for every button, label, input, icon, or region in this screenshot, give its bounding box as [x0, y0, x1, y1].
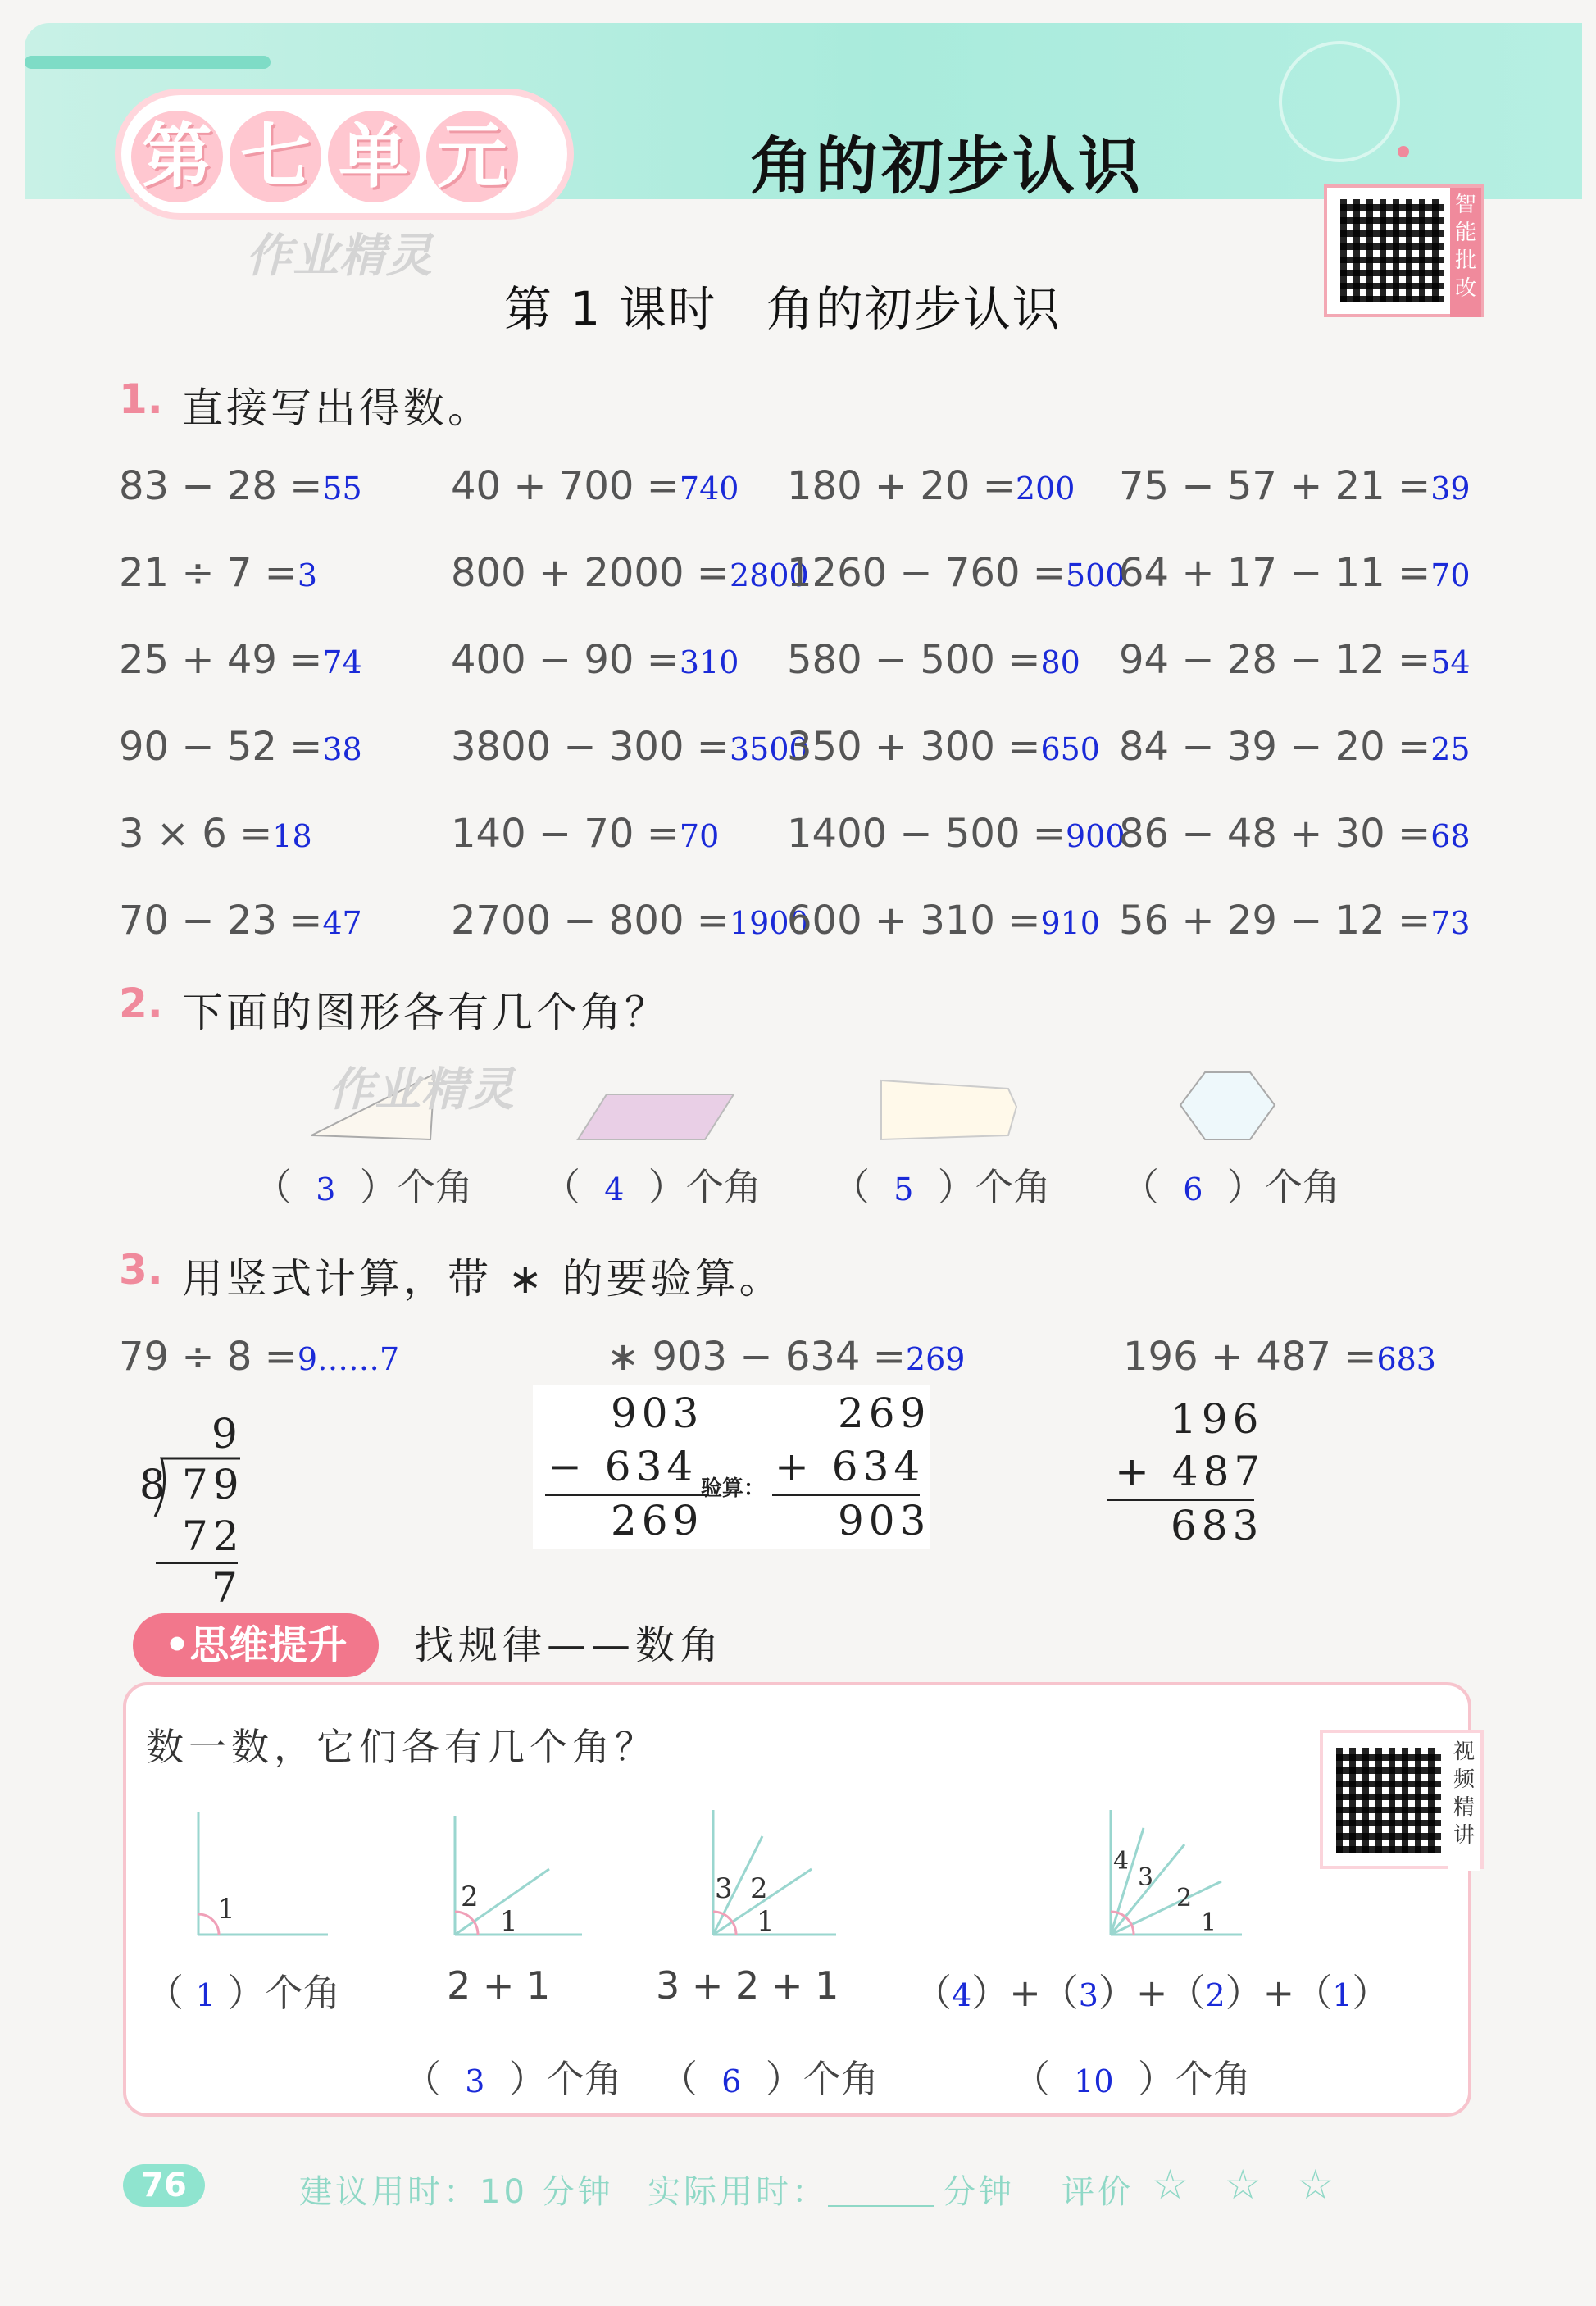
add-result: 683	[1171, 1502, 1264, 1549]
sub-result: 269	[611, 1497, 704, 1544]
footer-suggested: 建议用时：10 分钟	[299, 2173, 614, 2211]
qr-side-label: 智 能 批 改	[1450, 188, 1481, 317]
equation: 40 + 700 =740	[451, 463, 739, 509]
thinking-badge: •思维提升	[133, 1613, 379, 1677]
equation: 90 − 52 =38	[119, 724, 362, 770]
section1-number: 1.	[119, 375, 163, 423]
subtraction-answer: 269	[905, 1341, 966, 1377]
footer-actual: 实际用时：	[648, 2173, 828, 2211]
check-result: 903	[838, 1497, 931, 1544]
angle-figures	[189, 1803, 1287, 1943]
check-mid: + 634	[775, 1443, 925, 1490]
div-subtract: 72	[182, 1512, 244, 1560]
sub-mid: − 634	[548, 1443, 698, 1490]
equation-answer: 200	[1015, 471, 1075, 507]
section2-title: 下面的图形各有几个角？	[182, 989, 669, 1036]
equation: 56 + 29 − 12 =73	[1119, 898, 1471, 944]
equation: 21 ÷ 7 =3	[119, 550, 318, 596]
equation-answer: 73	[1430, 905, 1471, 941]
equation: 64 + 17 − 11 =70	[1119, 550, 1471, 596]
equation: 2700 − 800 =1900	[451, 898, 809, 944]
equation-answer: 650	[1040, 731, 1100, 767]
angle-figure-2	[455, 1816, 582, 1935]
shape-answer: （ 3 ）个角	[254, 1165, 473, 1209]
equation-answer: 55	[322, 471, 362, 507]
add-rule	[1107, 1499, 1254, 1501]
equation-answer: 74	[322, 644, 362, 680]
page-number: 76	[123, 2164, 205, 2207]
video-qr-side-label: 视 频 精 讲	[1448, 1733, 1480, 1871]
add-top: 196	[1171, 1395, 1264, 1443]
f4-label-4: 4	[1113, 1847, 1130, 1876]
section2-number: 2.	[119, 980, 163, 1027]
unit-title: 角的初步认识	[750, 130, 1144, 202]
equation: 180 + 20 =200	[787, 463, 1075, 509]
shape-answer: （ 6 ）个角	[1121, 1165, 1340, 1209]
equation: 400 − 90 =310	[451, 637, 739, 683]
angle-count-answer: （ 10 ）个角	[1012, 2057, 1251, 2101]
division-answer: 9……7	[297, 1341, 400, 1377]
footer-unit: 分钟	[943, 2173, 1015, 2211]
equation: 84 − 39 − 20 =25	[1119, 724, 1471, 770]
sub-top: 903	[611, 1390, 704, 1437]
equation-answer: 80	[1040, 644, 1080, 680]
check-rule	[772, 1494, 920, 1496]
equation-answer: 70	[679, 818, 720, 854]
division-question: 79 ÷ 8 =9……7	[119, 1334, 400, 1380]
f4-label-1: 1	[1201, 1908, 1217, 1937]
f3-label-3: 3	[715, 1872, 733, 1905]
lesson-title: 第 1 课时 角的初步认识	[504, 281, 1062, 337]
equation-answer: 3500	[729, 731, 809, 767]
equation-answer: 25	[1430, 731, 1471, 767]
parallelogram-shape	[578, 1094, 734, 1139]
equation-answer: 38	[322, 731, 362, 767]
equation-answer: 54	[1430, 644, 1471, 680]
f2-label-1: 1	[500, 1905, 518, 1938]
equation-answer: 500	[1065, 557, 1125, 594]
add-mid: + 487	[1115, 1448, 1266, 1495]
qr-code-icon	[1335, 194, 1448, 307]
watermark-middle: 作业精灵	[328, 1063, 515, 1117]
qr-code-frame[interactable]	[1324, 184, 1484, 317]
f2-label-2: 2	[461, 1881, 479, 1913]
equation: 800 + 2000 =2800	[451, 550, 809, 596]
unit-char-3: 单	[328, 111, 420, 202]
unit-char-1: 第	[131, 111, 223, 202]
f3-label-1: 1	[757, 1905, 775, 1938]
equation: 70 − 23 =47	[119, 898, 362, 944]
subtraction-question: ∗ 903 − 634 =269	[607, 1334, 966, 1380]
equation: 1400 − 500 =900	[787, 811, 1125, 857]
equation-answer: 900	[1065, 818, 1125, 854]
check-label: 验算：	[701, 1476, 766, 1501]
equation-answer: 3	[297, 557, 318, 594]
angle-figure-4	[1111, 1810, 1242, 1935]
div-divisor: 8	[139, 1461, 171, 1508]
equation: 94 − 28 − 12 =54	[1119, 637, 1471, 683]
shape-answer: （ 5 ）个角	[832, 1165, 1051, 1209]
div-quotient: 9	[211, 1410, 243, 1458]
equation-answer: 47	[322, 905, 362, 941]
angle-count-answer: （ 6 ）个角	[660, 2057, 879, 2101]
equation: 3800 − 300 =3500	[451, 724, 809, 770]
thinking-prompt: 数一数，它们各有几个角？	[146, 1725, 657, 1769]
f4-label-2: 2	[1176, 1884, 1193, 1913]
think-row1-expr4: （4）+（3）+（2）+（1）	[914, 1971, 1390, 2015]
sub-rule	[545, 1494, 709, 1496]
unit-char-4: 元	[426, 111, 518, 202]
section3-title: 用竖式计算，带 ∗ 的要验算。	[182, 1255, 784, 1303]
equation: 140 − 70 =70	[451, 811, 720, 857]
header-strip	[25, 56, 271, 69]
equation-answer: 18	[272, 818, 312, 854]
equation: 600 + 310 =910	[787, 898, 1100, 944]
equation: 86 − 48 + 30 =68	[1119, 811, 1471, 857]
section3-number: 3.	[119, 1246, 163, 1294]
equation-answer: 910	[1040, 905, 1100, 941]
equation-answer: 68	[1430, 818, 1471, 854]
addition-question: 196 + 487 =683	[1123, 1334, 1436, 1380]
equation: 350 + 300 =650	[787, 724, 1100, 770]
check-top: 269	[838, 1390, 931, 1437]
think-row1-expr3: 3 + 2 + 1	[656, 1963, 839, 2008]
addition-answer: 683	[1376, 1341, 1436, 1377]
thinking-title: 找规律——数角	[414, 1622, 725, 1668]
pentagon-shape	[881, 1080, 1016, 1139]
equation-answer: 310	[679, 644, 739, 680]
equation-answer: 2800	[729, 557, 809, 594]
footer-rating: 评价	[1062, 2173, 1134, 2211]
f4-label-3: 3	[1138, 1863, 1154, 1892]
equation-answer: 70	[1430, 557, 1471, 594]
angle-count-answer: （ 3 ）个角	[403, 2057, 622, 2101]
footer-stars[interactable]: ☆ ☆ ☆	[1152, 2161, 1346, 2208]
think-row1-answer1: （ 1 ）个角	[146, 1971, 341, 2015]
think-row1-expr2: 2 + 1	[447, 1963, 551, 2008]
equation: 580 − 500 =80	[787, 637, 1080, 683]
hexagon-shape	[1180, 1072, 1275, 1139]
f1-label-1: 1	[217, 1893, 235, 1926]
equation: 25 + 49 =74	[119, 637, 362, 683]
header-deco-circle	[1279, 41, 1400, 162]
div-dividend: 79	[182, 1461, 244, 1508]
video-qr-icon	[1331, 1743, 1446, 1858]
section1-title: 直接写出得数。	[182, 384, 492, 432]
shape-answer: （ 4 ）个角	[543, 1165, 762, 1209]
equation-answer: 740	[679, 471, 739, 507]
equation: 3 × 6 =18	[119, 811, 312, 857]
div-remainder: 7	[211, 1564, 243, 1612]
video-qr-frame[interactable]	[1320, 1730, 1484, 1869]
unit-char-2: 七	[230, 111, 321, 202]
watermark-top: 作业精灵	[246, 230, 433, 283]
qr-hanger-pin	[1398, 146, 1409, 157]
equation: 1260 − 760 =500	[787, 550, 1125, 596]
equation: 83 − 28 =55	[119, 463, 362, 509]
equation-answer: 1900	[729, 905, 809, 941]
equation-answer: 39	[1430, 471, 1471, 507]
f3-label-2: 2	[750, 1872, 768, 1905]
equation: 75 − 57 + 21 =39	[1119, 463, 1471, 509]
footer-blank-line	[828, 2205, 934, 2207]
